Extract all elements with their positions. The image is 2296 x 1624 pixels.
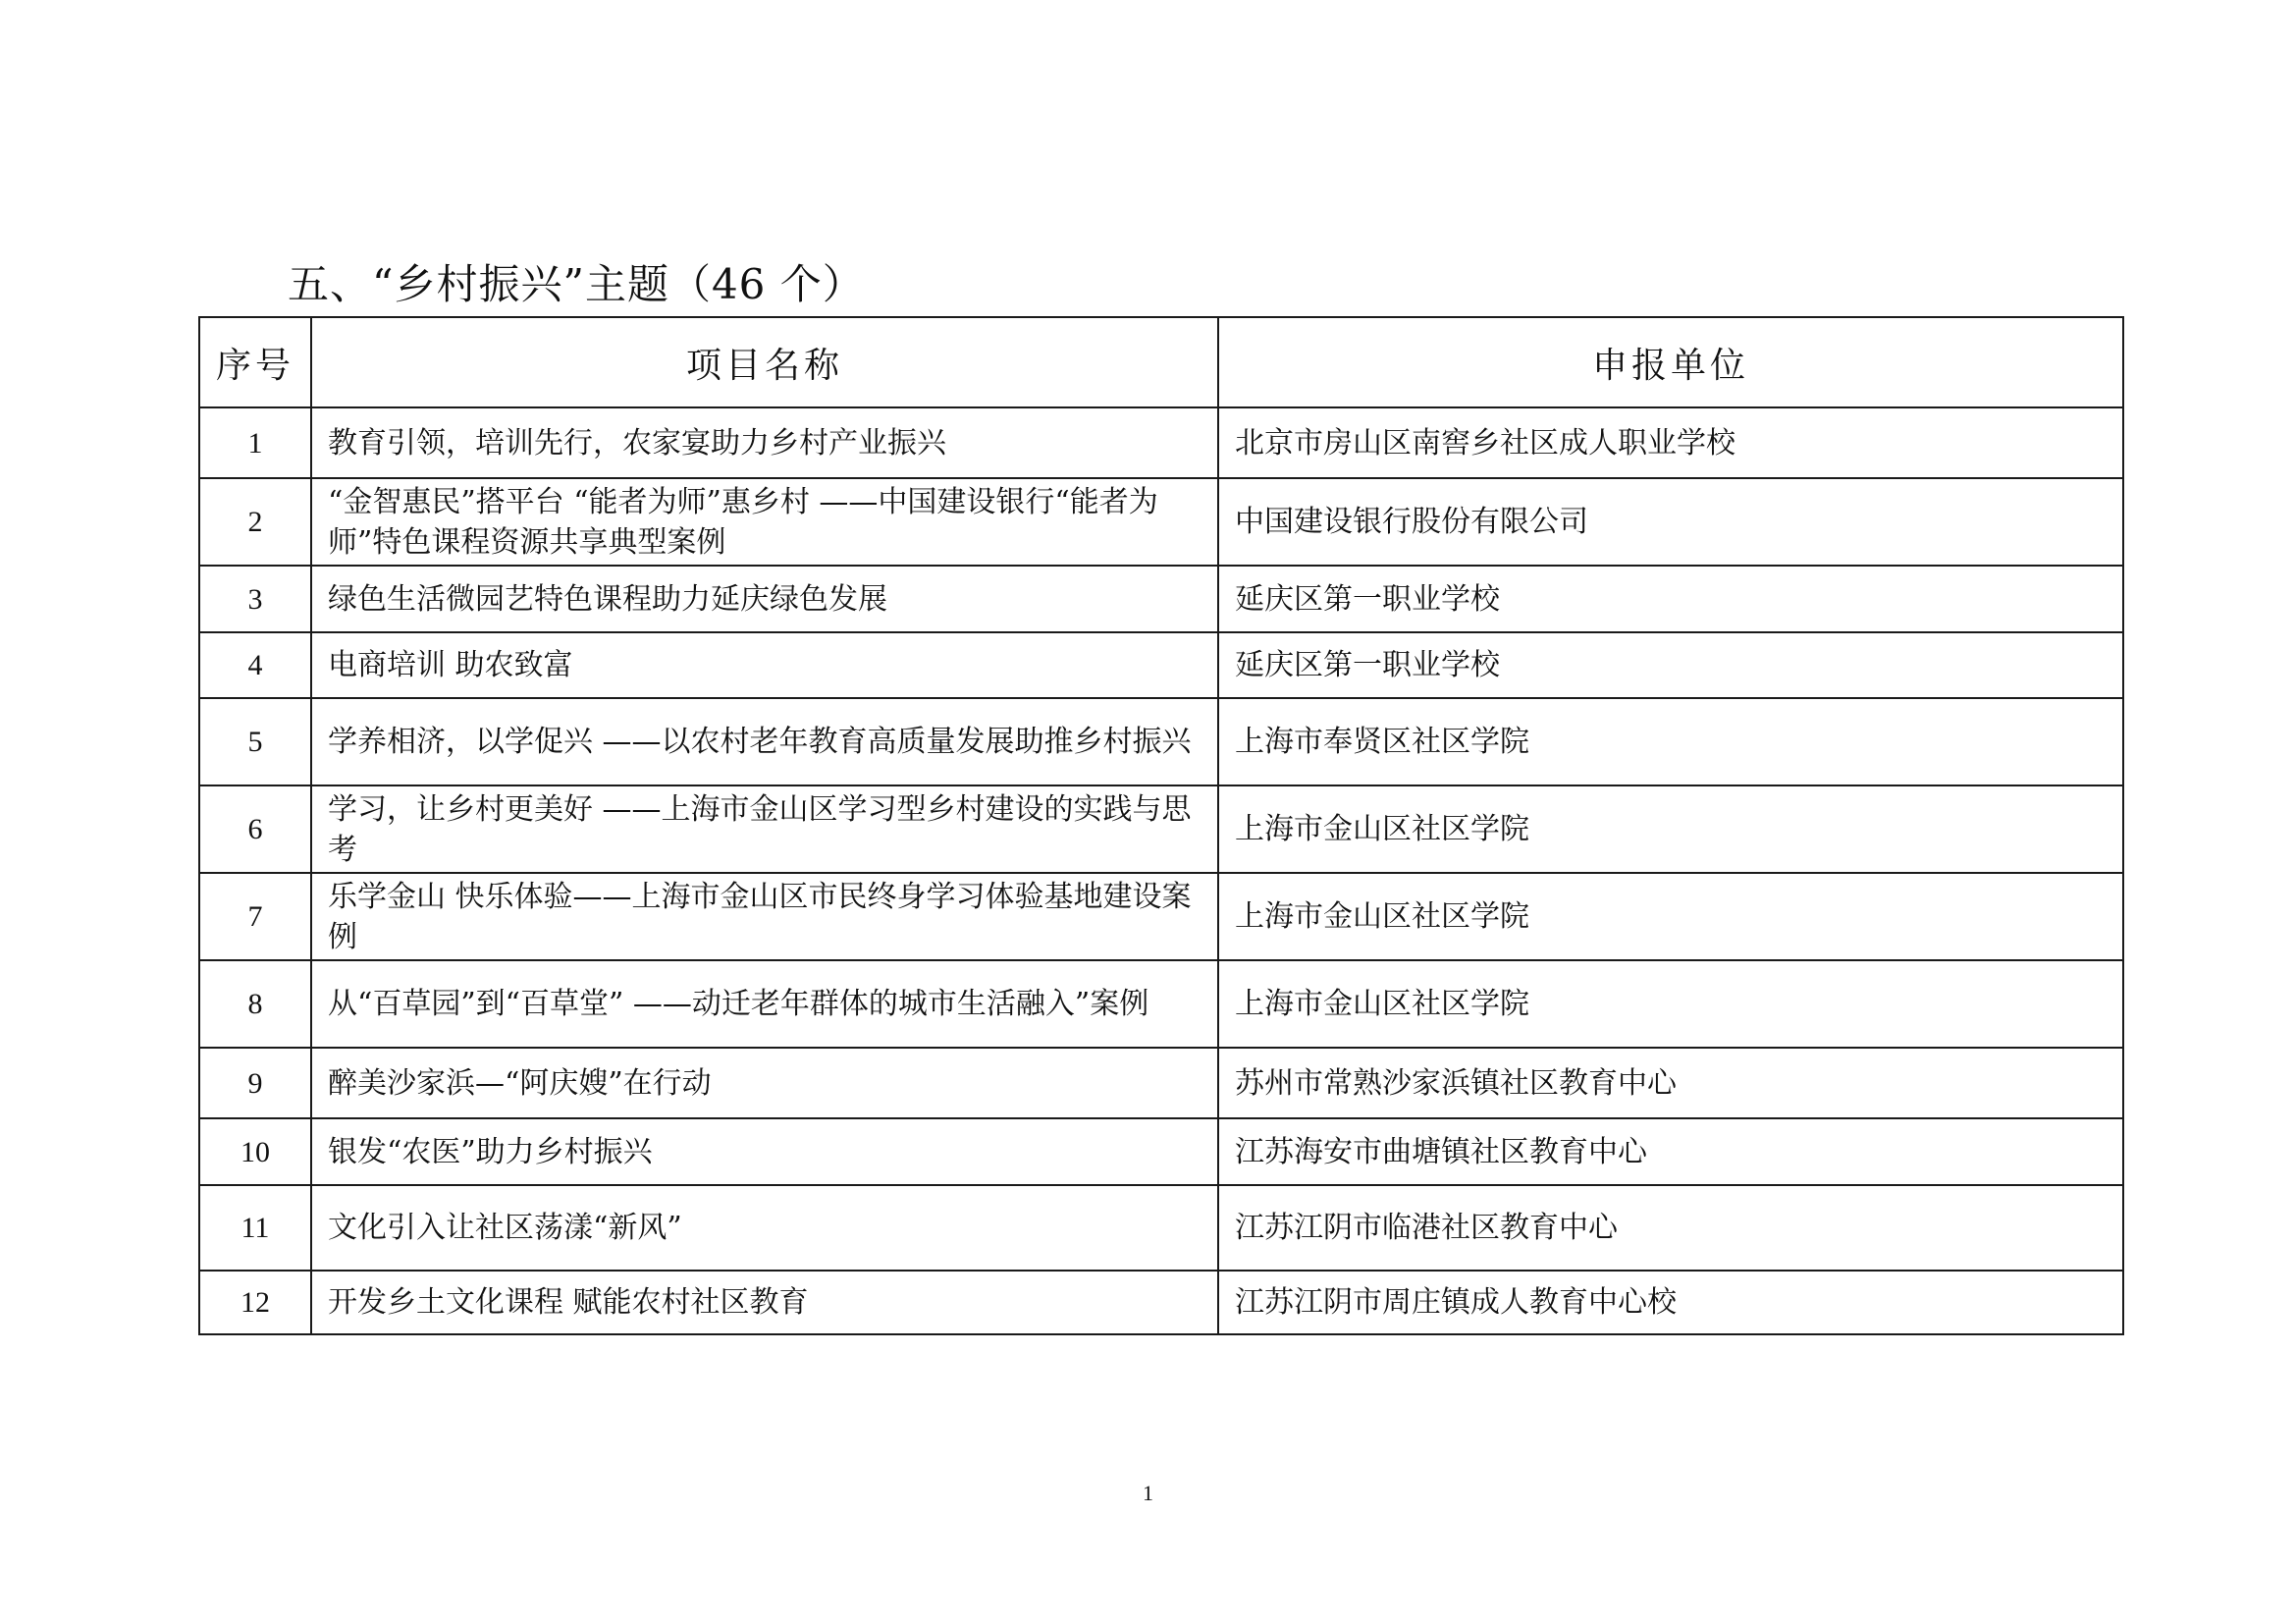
row-applicant-unit: 江苏江阴市周庄镇成人教育中心校 [1218,1271,2123,1334]
table-row [199,407,2123,478]
section-heading: 五、“乡村振兴”主题（46 个） [288,260,865,308]
table-row [199,1185,2123,1271]
row-applicant-unit: 苏州市常熟沙家浜镇社区教育中心 [1218,1048,2123,1118]
row-project-name: 学习，让乡村更美好 ——上海市金山区学习型乡村建设的实践与思考 [311,785,1218,873]
row-number: 1 [199,407,311,478]
row-applicant-unit: 北京市房山区南窖乡社区成人职业学校 [1218,407,2123,478]
row-project-name: 开发乡土文化课程 赋能农村社区教育 [311,1271,1218,1334]
row-applicant-unit: 上海市奉贤区社区学院 [1218,698,2123,785]
table-row [199,1118,2123,1185]
row-applicant-unit: 上海市金山区社区学院 [1218,960,2123,1048]
row-applicant-unit: 延庆区第一职业学校 [1218,566,2123,632]
row-project-name: 电商培训 助农致富 [311,632,1218,698]
row-applicant-unit: 上海市金山区社区学院 [1218,873,2123,960]
row-applicant-unit: 中国建设银行股份有限公司 [1218,478,2123,566]
row-project-name: 绿色生活微园艺特色课程助力延庆绿色发展 [311,566,1218,632]
row-number: 11 [199,1185,311,1271]
row-applicant-unit: 延庆区第一职业学校 [1218,632,2123,698]
row-number: 10 [199,1118,311,1185]
table-row [199,566,2123,632]
row-number: 8 [199,960,311,1048]
row-project-name: 乐学金山 快乐体验——上海市金山区市民终身学习体验基地建设案例 [311,873,1218,960]
row-project-name: 银发“农医”助力乡村振兴 [311,1118,1218,1185]
row-number: 2 [199,478,311,566]
project-table [198,316,2124,1335]
row-project-name: 从“百草园”到“百草堂” ——动迁老年群体的城市生活融入”案例 [311,960,1218,1048]
table-row [199,478,2123,566]
row-project-name: 教育引领，培训先行，农家宴助力乡村产业振兴 [311,407,1218,478]
header-applicant-unit: 申报单位 [1218,317,2123,407]
table-row [199,698,2123,785]
header-serial-number: 序号 [199,317,311,407]
row-project-name: 学养相济，以学促兴 ——以农村老年教育高质量发展助推乡村振兴 [311,698,1218,785]
row-applicant-unit: 江苏江阴市临港社区教育中心 [1218,1185,2123,1271]
header-project-name: 项目名称 [311,317,1218,407]
row-number: 5 [199,698,311,785]
row-project-name: “金智惠民”搭平台 “能者为师”惠乡村 ——中国建设银行“能者为师”特色课程资源共享典型案例 [311,478,1218,566]
row-number: 7 [199,873,311,960]
row-project-name: 文化引入让社区荡漾“新风” [311,1185,1218,1271]
table-row [199,960,2123,1048]
row-number: 9 [199,1048,311,1118]
row-applicant-unit: 上海市金山区社区学院 [1218,785,2123,873]
row-number: 4 [199,632,311,698]
row-applicant-unit: 江苏海安市曲塘镇社区教育中心 [1218,1118,2123,1185]
row-number: 12 [199,1271,311,1334]
table-row [199,632,2123,698]
page-number: 1 [1143,1481,1153,1505]
table-header-row [199,317,2123,407]
table-row [199,873,2123,960]
row-number: 3 [199,566,311,632]
row-project-name: 醉美沙家浜—“阿庆嫂”在行动 [311,1048,1218,1118]
table-row [199,1271,2123,1334]
table-row [199,785,2123,873]
row-number: 6 [199,785,311,873]
table-row [199,1048,2123,1118]
